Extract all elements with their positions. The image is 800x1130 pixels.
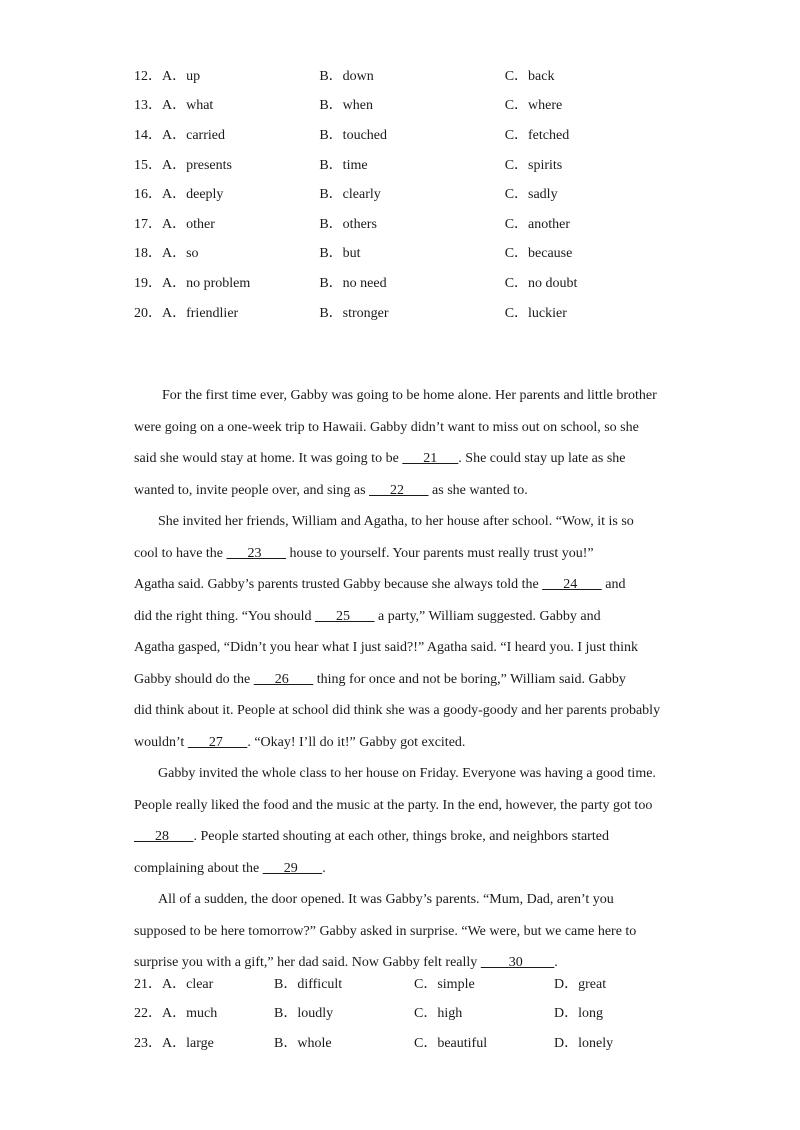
option-c: C．back	[504, 68, 555, 84]
question-row-20	[134, 297, 694, 327]
blank-22: 22	[369, 482, 429, 498]
passage-line: did think about it. People at school did think she was a goody-goody and her parents probably	[134, 703, 661, 718]
option-d: D．long	[554, 1006, 603, 1022]
option-b: B．down	[319, 68, 374, 84]
options-table-12-20	[134, 60, 694, 326]
passage-line: complaining about the 29 .	[134, 853, 674, 885]
option-b: B．no need	[319, 275, 387, 291]
passage-line: Gabby invited the whole class to her house on Friday. Everyone was having a good time.	[158, 766, 656, 781]
passage-line: She invited her friends, William and Agatha, to her house after school. “Wow, it is so	[158, 514, 634, 529]
option-b: B．time	[319, 157, 368, 173]
passage-line: said she would stay at home. It was going to be 21 . She could stay up late as she	[134, 443, 674, 475]
option-a: 16．A．deeply	[134, 187, 224, 203]
option-d: D．lonely	[554, 1035, 614, 1051]
option-b: B．but	[319, 246, 361, 262]
question-row-23	[134, 1027, 694, 1057]
passage-line: wouldn’t 27 . “Okay! I’ll do it!” Gabby got excited.	[134, 727, 674, 759]
passage-line: did the right thing. “You should 25 a party,” William suggested. Gabby and	[134, 601, 674, 633]
option-a: 15．A．presents	[134, 157, 232, 173]
passage-line: were going on a one-week trip to Hawaii. Gabby didn’t want to miss out on school, so she	[134, 419, 639, 435]
option-b: B．loudly	[274, 1006, 334, 1022]
blank-27: 27	[187, 734, 248, 750]
option-a: 18．A．so	[134, 246, 199, 262]
question-row-19	[134, 267, 694, 297]
passage-line: All of a sudden, the door opened. It was Gabby’s parents. “Mum, Dad, aren’t you	[158, 892, 614, 907]
option-c: C．another	[504, 216, 571, 232]
option-c: C．sadly	[504, 187, 558, 203]
passage-line: People really liked the food and the music at the party. In the end, however, the party got too	[134, 797, 653, 813]
blank-29: 29	[262, 860, 323, 876]
blank-21: 21	[402, 451, 459, 466]
passage-line: wanted to, invite people over, and sing as 22 as she wanted to.	[134, 475, 674, 507]
option-a: 21．A．clear	[134, 976, 214, 992]
question-row-16	[134, 178, 694, 208]
option-b: B．difficult	[274, 976, 343, 992]
question-row-22	[134, 998, 694, 1028]
option-c: C．beautiful	[414, 1035, 488, 1051]
option-b: B．when	[319, 98, 374, 114]
passage-line: surprise you with a gift,” her dad said. Now Gabby felt really 30 .	[134, 947, 674, 979]
blank-23: 23	[226, 545, 287, 561]
option-b: B．stronger	[319, 305, 389, 321]
option-a: 17．A．other	[134, 216, 215, 232]
passage-line: Agatha gasped, “Didn’t you hear what I just said?!” Agatha said. “I heard you. I just think	[134, 640, 638, 655]
option-b: B．touched	[319, 127, 387, 143]
passage-line: 28 . People started shouting at each other, things broke, and neighbors started	[134, 821, 674, 853]
option-c: C．because	[504, 246, 573, 262]
question-row-15	[134, 149, 694, 179]
option-a: 13．A．what	[134, 98, 214, 114]
option-c: C．fetched	[504, 127, 570, 143]
option-a: 22．A．much	[134, 1006, 218, 1022]
option-a: 14．A．carried	[134, 127, 225, 143]
option-c: C．where	[504, 98, 563, 114]
option-b: B．whole	[274, 1035, 332, 1051]
question-row-17	[134, 208, 694, 238]
option-c: C．high	[414, 1006, 463, 1022]
options-table-21-23	[134, 968, 694, 1057]
question-row-18	[134, 238, 694, 268]
question-row-21	[134, 968, 694, 998]
question-row-12	[134, 60, 694, 90]
passage-line: Agatha said. Gabby’s parents trusted Gabby because she always told the 24 and	[134, 569, 674, 601]
option-d: D．great	[554, 976, 607, 992]
reading-passage	[134, 380, 674, 979]
option-a: 20．A．friendlier	[134, 305, 239, 321]
blank-24: 24	[542, 577, 602, 592]
blank-28: 28	[134, 829, 194, 844]
passage-line: supposed to be here tomorrow?” Gabby asked in surprise. “We were, but we came here to	[134, 923, 637, 939]
blank-26: 26	[253, 671, 314, 687]
option-a: 23．A．large	[134, 1035, 214, 1051]
option-c: C．luckier	[504, 305, 567, 321]
option-a: 12．A．up	[134, 68, 201, 84]
option-c: C．simple	[414, 976, 475, 992]
option-c: C．no doubt	[504, 275, 578, 291]
question-row-14	[134, 119, 694, 149]
passage-line: cool to have the 23 house to yourself. Your parents must really trust you!”	[134, 538, 674, 570]
option-c: C．spirits	[504, 157, 563, 173]
passage-line: For the first time ever, Gabby was going to be home alone. Her parents and little brother	[162, 388, 657, 403]
option-b: B．clearly	[319, 187, 381, 203]
blank-25: 25	[314, 608, 375, 624]
option-b: B．others	[319, 216, 377, 232]
option-a: 19．A．no problem	[134, 275, 251, 291]
blank-30: 30	[480, 955, 555, 970]
passage-line: Gabby should do the 26 thing for once and not be boring,” William said. Gabby	[134, 664, 674, 696]
question-row-13	[134, 90, 694, 120]
